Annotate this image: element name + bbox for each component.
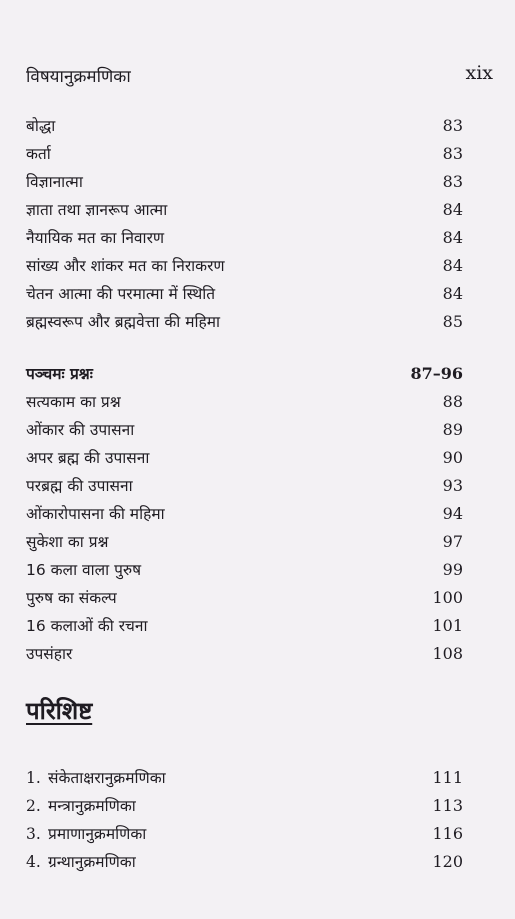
toc-entry [26,168,463,196]
toc-entry-label: विज्ञानात्मा [26,173,83,191]
appendix-entry-page: 111 [432,768,463,787]
toc-entry-page: 84 [442,200,463,219]
appendix-entry-page: 113 [432,796,463,815]
appendix-entry-text: प्रमाणानुक्रमणिका [48,825,147,843]
appendix-entry [26,820,463,848]
toc-entry-label: परब्रह्म की उपासना [26,477,133,495]
toc-entry [26,444,463,472]
appendix-entry-index: 3. [26,825,41,843]
toc-entry-page: 93 [442,476,463,495]
toc-entry-label: ओंकारोपासना की महिमा [26,505,165,523]
toc-entry-page: 89 [442,420,463,439]
toc-entry-label: 16 कलाओं की रचना [26,617,148,635]
toc-entry [26,500,463,528]
toc-entry-page: 90 [442,448,463,467]
toc-entry [26,308,463,336]
toc-entry-label: कर्ता [26,145,51,163]
toc-entry-page: 84 [442,228,463,247]
contents-list-fifth-question [26,360,463,668]
toc-entry [26,528,463,556]
chapter-heading [26,360,463,388]
appendix-entry-text: मन्त्रानुक्रमणिका [48,797,136,815]
appendix-entry [26,848,463,876]
appendix-entry [26,764,463,792]
appendix-entry-index: 1. [26,769,41,787]
toc-entry [26,472,463,500]
toc-entry [26,280,463,308]
toc-entry-page: 101 [432,616,463,635]
toc-entry [26,112,463,140]
toc-entry [26,252,463,280]
toc-entry-label: सांख्य और शांकर मत का निराकरण [26,257,225,275]
toc-entry-page: 83 [442,144,463,163]
toc-entry-label: ज्ञाता तथा ज्ञानरूप आत्मा [26,201,168,219]
appendix-entry-text: संकेताक्षरानुक्रमणिका [48,769,166,787]
appendix-list [26,764,463,876]
toc-entry-page: 99 [442,560,463,579]
appendix-entry [26,792,463,820]
toc-entry-page: 84 [442,256,463,275]
toc-entry-label: ब्रह्मस्वरूप और ब्रह्मवेत्ता की महिमा [26,313,220,331]
appendix-entry-label [26,848,136,876]
appendix-entry-page: 116 [432,824,463,843]
appendix-title: परिशिष्ट [26,697,93,725]
toc-entry-label: अपर ब्रह्म की उपासना [26,449,150,467]
toc-entry [26,556,463,584]
toc-entry-page: 100 [432,588,463,607]
appendix-entry-page: 120 [432,852,463,871]
toc-entry [26,196,463,224]
toc-entry-label: सत्यकाम का प्रश्न [26,393,121,411]
toc-entry-page: 83 [442,172,463,191]
toc-entry-page: 85 [442,312,463,331]
appendix-entry-label [26,792,136,820]
toc-entry-label: ओंकार की उपासना [26,421,135,439]
toc-entry [26,416,463,444]
toc-entry-label: नैयायिक मत का निवारण [26,229,165,247]
toc-entry [26,612,463,640]
toc-entry-label: सुकेशा का प्रश्न [26,533,109,551]
toc-entry-page: 84 [442,284,463,303]
toc-entry-page: 108 [432,644,463,663]
page-number: xix [465,62,493,84]
appendix-entry-label [26,764,166,792]
appendix-entry-label [26,820,146,848]
contents-list-upanishad-part [26,112,463,336]
running-header [26,62,493,88]
toc-entry [26,584,463,612]
toc-entry-label: चेतन आत्मा की परमात्मा में स्थिति [26,285,216,303]
toc-entry [26,388,463,416]
toc-entry-page: 83 [442,116,463,135]
toc-entry [26,224,463,252]
toc-entry-label: बोद्धा [26,117,56,135]
appendix-entry-index: 2. [26,797,41,815]
toc-entry-label: पुरुष का संकल्प [26,589,117,607]
appendix-entry-text: ग्रन्थानुक्रमणिका [48,853,136,871]
toc-entry-page: 97 [442,532,463,551]
toc-entry-page: 88 [442,392,463,411]
toc-entry [26,640,463,668]
chapter-heading-label: पञ्चमः प्रश्नः [26,365,93,383]
toc-entry-label: 16 कला वाला पुरुष [26,561,142,579]
toc-entry-label: उपसंहार [26,645,73,663]
chapter-heading-pages: 87–96 [410,364,463,383]
toc-entry-page: 94 [442,504,463,523]
toc-entry [26,140,463,168]
appendix-entry-index: 4. [26,853,41,871]
running-head-title: विषयानुक्रमणिका [26,67,131,87]
